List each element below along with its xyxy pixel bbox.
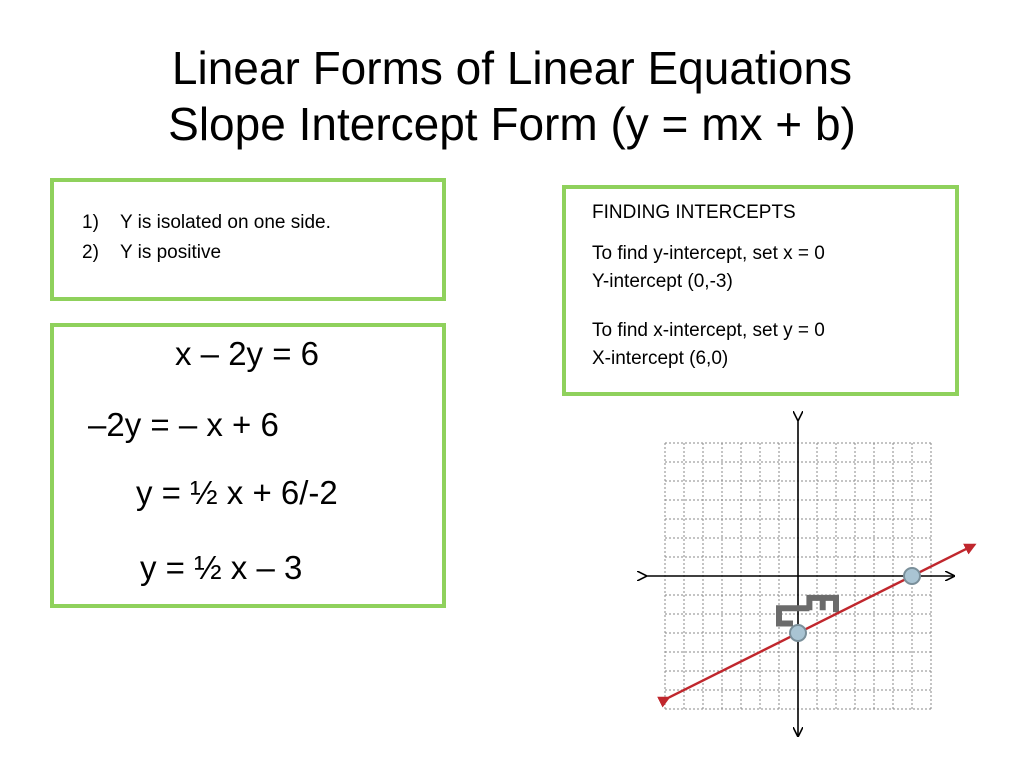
- x-intercept-rule: To find x-intercept, set y = 0: [592, 320, 825, 341]
- intercept-point: [904, 568, 920, 584]
- list-number: 2): [82, 242, 99, 263]
- list-text: Y is isolated on one side.: [120, 212, 331, 233]
- y-intercept-result: Y-intercept (0,-3): [592, 271, 733, 292]
- equation-step-2: –2y = – x + 6: [88, 406, 279, 443]
- coordinate-graph: [630, 410, 980, 740]
- intercepts-heading: FINDING INTERCEPTS: [592, 202, 796, 223]
- graph-line: [669, 545, 975, 698]
- rules-box: [50, 178, 446, 301]
- list-text: Y is positive: [120, 242, 222, 263]
- equations-box: [50, 323, 446, 608]
- equation-step-4: y = ½ x – 3: [140, 549, 303, 586]
- equation-step-3: y = ½ x + 6/-2: [136, 474, 338, 511]
- rules-list: [82, 208, 331, 268]
- intercepts-box: [562, 185, 959, 396]
- intercept-point: [790, 625, 806, 641]
- slide-title: [0, 40, 1024, 152]
- list-item: [82, 208, 331, 238]
- x-intercept-result: X-intercept (6,0): [592, 348, 729, 369]
- y-intercept-rule: To find y-intercept, set x = 0: [592, 243, 825, 264]
- slope-triangle-annotation: [779, 598, 836, 624]
- title-line-1: Linear Forms of Linear Equations: [171, 42, 853, 94]
- equation-step-1: x – 2y = 6: [175, 335, 320, 372]
- list-item: [82, 238, 331, 268]
- list-number: 1): [82, 212, 99, 233]
- title-line-2: Slope Intercept Form (y = mx + b): [168, 98, 856, 150]
